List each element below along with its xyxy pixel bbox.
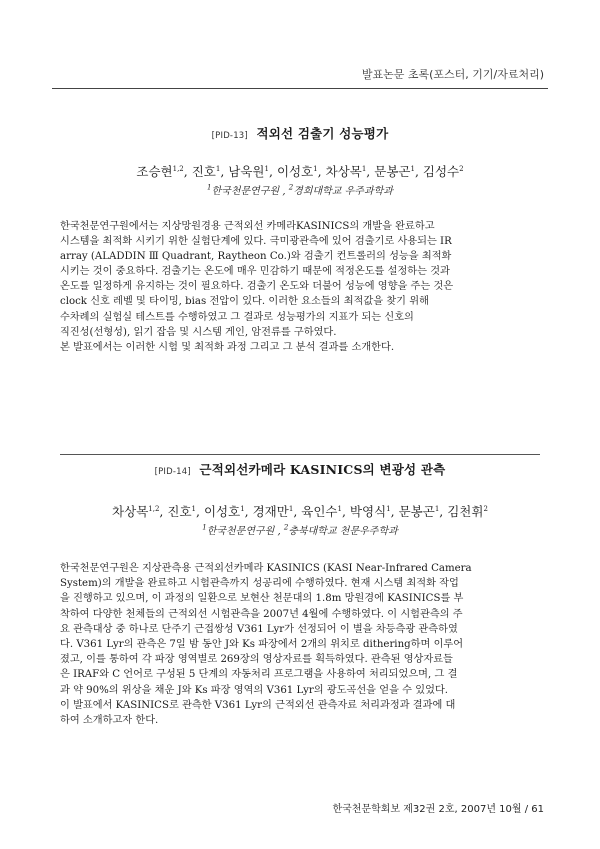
body-line: 착하여 다양한 천체들의 근적외선 시험관측을 2007년 4월에 수행하였다. 이 시험관측의 주 (60, 608, 463, 620)
abstract-body (60, 219, 540, 355)
author-affiliation-mark: 1 (361, 164, 367, 173)
affiliation-number: 2 (283, 523, 289, 532)
author-affiliation-mark: 1 (386, 504, 391, 513)
author-affiliation-mark: 1 (434, 504, 440, 513)
author-name: 김성수 (422, 164, 460, 179)
author-affiliation-mark: 1 (337, 504, 342, 513)
abstract-title: 근적외선카메라 KASINICS의 변광성 관측 (199, 462, 446, 477)
affiliation-line: $^1$한국천문연구원 , $^2$충북대학교 천문우주학과 (202, 523, 398, 537)
author-affiliation-mark: 1 (191, 504, 196, 513)
author-name: 이성호 (276, 164, 314, 179)
author-name: 조승현 (136, 164, 173, 179)
author-affiliation-mark: 1,2 (148, 504, 160, 513)
author-affiliation-mark: 1 (264, 164, 269, 173)
body-line: 한국천문연구원은 지상관측용 근적외선카메라 KASINICS (KASI Near-Infrared Camera (60, 563, 472, 574)
author-name: 경재만 (252, 504, 289, 519)
body-line: clock 신호 레벨 및 타이밍, bias 전압이 있다. 이러한 요소들의 최적값을 찾기 위해 (60, 296, 429, 308)
affiliation-number: 1 (202, 523, 207, 532)
body-line: 이 발표에서 KASINICS로 관측한 V361 Lyr의 근적외선 관측자료 처리과정과 결과에 대 (60, 699, 456, 711)
section-header: 발표논문 초록(포스터, 기기/자료처리) (361, 68, 544, 81)
affiliation-name: 경희대학교 우주과학과 (293, 186, 393, 197)
author-affiliation-mark: 2 (459, 164, 464, 173)
header-rule (52, 88, 548, 89)
body-line: 직진성(선형성), 읽기 잡음 및 시스템 게인, 암전류를 구하였다. (60, 326, 337, 338)
affiliation-name: 한국천문연구원 (206, 526, 275, 537)
abstract-pid-14 (60, 460, 540, 728)
author-name: 문봉곤 (398, 504, 435, 519)
author-affiliation-mark: 1 (215, 164, 221, 173)
body-line: 다. V361 Lyr의 관측은 7일 밤 동안 J와 Ks 파장에서 2개의 위치로 dithering하며 이루어 (60, 639, 464, 651)
affiliation-number: 1 (207, 183, 212, 192)
abstract-title-row (60, 460, 540, 478)
body-line: 수차례의 실험실 테스트를 수행하였고 그 결과로 성능평가의 지표가 되는 신호의 (60, 311, 414, 323)
author-name: 육인수 (301, 504, 338, 519)
author-name: 박영식 (349, 504, 387, 519)
affiliation-number: 2 (288, 183, 294, 192)
author-name: 이성호 (203, 504, 241, 519)
author-name: 남욱원 (228, 164, 265, 179)
abstract-divider (60, 454, 540, 455)
body-line: 과 약 90%의 위상을 채운 J와 Ks 파장 영역의 V361 Lyr의 광도곡선을 얻을 수 있었다. (60, 684, 449, 696)
affiliation-name: 충북대학교 천문우주학과 (288, 526, 398, 537)
author-name: 진호 (167, 504, 192, 519)
author-affiliation-mark: 1 (313, 164, 318, 173)
body-line: 요 관측대상 중 하나로 단주기 근접쌍성 V361 Lyr가 선정되어 이 별을 차등측광 관측하였 (60, 623, 458, 635)
body-line: System)의 개발을 완료하고 시험관측까지 성공리에 수행하였다. 현재 시스템 최적화 작업 (60, 578, 459, 590)
abstract-body (60, 561, 540, 728)
body-line: 온도를 일정하게 유지하는 것이 필요하다. 검출기 온도와 더불어 성능에 영향을 주는 것은 (60, 281, 454, 293)
author-affiliation-mark: 2 (483, 504, 488, 513)
author-name: 진호 (191, 164, 216, 179)
author-list: 차상목$^{1,2}$, 진호$^1$, 이성호$^1$, 경재만$^1$, 육인수$^1$, 박영식$^1$, 문봉곤$^1$, 김천휘$^2$ (112, 504, 488, 519)
author-name: 차상목 (112, 504, 149, 519)
author-affiliation-mark: 1 (288, 504, 294, 513)
author-affiliation-mark: 1,2 (172, 164, 184, 173)
author-affiliation-mark: 1 (240, 504, 245, 513)
author-name: 문봉곤 (374, 164, 411, 179)
abstract-pid-13 (60, 124, 540, 355)
page-footer: 한국천문학회보 제32권 2호, 2007년 10월 / 61 (332, 804, 544, 815)
author-affiliation-mark: 1 (410, 164, 415, 173)
abstract-title: 적외선 검출기 성능평가 (256, 126, 389, 141)
author-name: 김천휘 (447, 504, 484, 519)
body-line: array (ALADDIN Ⅲ Quadrant, Raytheon Co.)와 검출기 컨트롤러의 성능을 최적화 (60, 251, 452, 263)
body-line: 본 발표에서는 이러한 시험 및 최적화 과정 그리고 그 분석 결과를 소개한다. (60, 341, 395, 353)
body-line: 시스템을 최적화 시키기 위한 실험단계에 있다. 극미광관측에 있어 검출기로 사용되는 IR (60, 236, 452, 248)
body-line: 을 진행하고 있으며, 이 과정의 일환으로 보현산 천문대의 1.8m 망원경에 KASINICS를 부 (60, 593, 464, 605)
abstract-code: [PID-14] (154, 467, 191, 477)
body-line: 은 IRAF와 C 언어로 구성된 5 단계의 자동처리 프로그램을 사용하여 처리되었으며, 그 결 (60, 669, 458, 681)
abstract-title-row (60, 124, 540, 142)
body-line: 한국천문연구원에서는 지상망원경용 근적외선 카메라KASINICS의 개발을 완료하고 (60, 221, 435, 232)
author-name: 차상목 (325, 164, 362, 179)
affiliation-line: $^1$한국천문연구원 , $^2$경희대학교 우주과학과 (207, 183, 393, 197)
body-line: 하여 소개하고자 한다. (60, 715, 159, 727)
body-line: 졌고, 이를 통하여 각 파장 영역별로 269장의 영상자료를 획득하였다. 관측된 영상자료들 (60, 654, 453, 666)
abstract-code: [PID-13] (211, 131, 248, 141)
author-list: 조승현$^{1,2}$, 진호$^1$, 남욱원$^1$, 이성호$^1$, 차상목$^1$, 문봉곤$^1$, 김성수$^2$ (136, 164, 464, 179)
affiliation-name: 한국천문연구원 (211, 186, 280, 197)
body-line: 시키는 것이 중요하다. 검출기는 온도에 매우 민감하기 때문에 적정온도를 설정하는 것과 (60, 266, 450, 278)
